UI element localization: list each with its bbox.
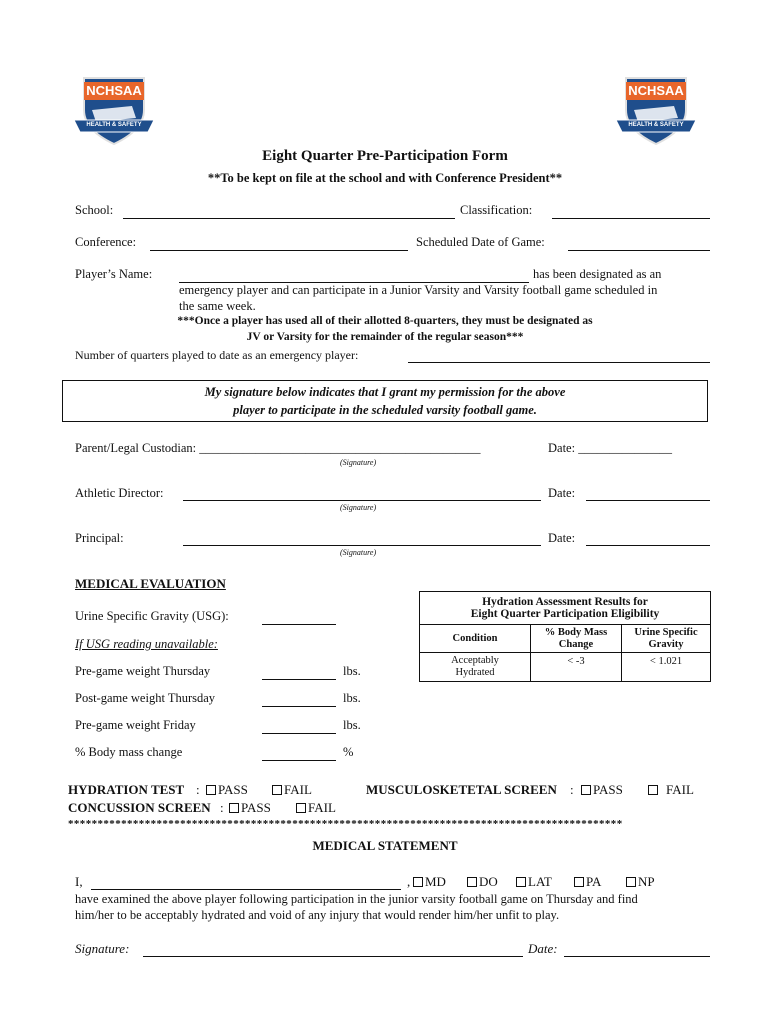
medical-evaluation-heading: MEDICAL EVALUATION <box>75 576 226 591</box>
date-label: Date: <box>528 941 558 956</box>
musculoskeletal-colon: : <box>570 782 574 797</box>
physician-date-field[interactable] <box>564 956 710 957</box>
checkbox-icon[interactable] <box>581 785 591 795</box>
checkbox-icon[interactable] <box>648 785 658 795</box>
row-condition <box>420 653 531 682</box>
credential-lat[interactable] <box>516 874 552 890</box>
hydration-pass-option[interactable] <box>206 782 248 798</box>
athletic-director-signature-field[interactable] <box>183 500 541 501</box>
principal-date-label: Date: <box>548 531 576 545</box>
hydration-test-colon: : <box>196 782 200 797</box>
signature-note: (Signature) <box>340 458 377 467</box>
usg-unavailable-label: If USG reading unavailable: <box>75 637 218 651</box>
logo-text: NCHSAA <box>86 83 142 98</box>
checkbox-icon[interactable] <box>467 877 477 887</box>
separator-stars: ********************************************************************************************** <box>68 818 623 830</box>
logo-banner: HEALTH & SAFETY <box>86 122 142 128</box>
players-name-label: Player’s Name: <box>75 267 153 281</box>
statement-text-2: him/her to be acceptably hydrated and void of any injury that would render him/her unfit to play. <box>75 908 560 922</box>
permission-text-2: player to participate in the scheduled varsity football game. <box>233 403 537 417</box>
nchsaa-logo-right <box>614 74 698 146</box>
hydration-fail-option[interactable] <box>272 782 312 798</box>
nchsaa-logo-left <box>72 74 156 146</box>
body-mass-field[interactable] <box>262 760 336 761</box>
concussion-pass-option[interactable] <box>229 800 271 816</box>
credential-pa[interactable] <box>574 874 601 890</box>
principal-label: Principal: <box>75 531 124 545</box>
scheduled-date-field[interactable] <box>568 250 710 251</box>
fail-label: FAIL <box>666 782 694 797</box>
concussion-fail-option[interactable] <box>296 800 336 816</box>
col-body-mass <box>531 625 622 653</box>
usg-label: Urine Specific Gravity (USG): <box>75 609 229 623</box>
athletic-director-date-field[interactable] <box>586 500 710 501</box>
athletic-director-label: Athletic Director: <box>75 486 164 500</box>
hydration-table-title <box>420 592 711 625</box>
regular-season-note-1: ***Once a player has used all of their allotted 8-quarters, they must be designated as <box>177 315 593 327</box>
statement-text-1: have examined the above player following participation in the junior varsity football game on Thursday and find <box>75 892 638 906</box>
fail-label: FAIL <box>308 800 336 815</box>
permission-text-1: My signature below indicates that I grant my permission for the above <box>204 385 566 399</box>
classification-field[interactable] <box>552 218 710 219</box>
athletic-director-date-label: Date: <box>548 486 576 500</box>
pass-label: PASS <box>218 782 248 797</box>
checkbox-icon[interactable] <box>296 803 306 813</box>
col-body-mass-1: % Body Mass <box>544 626 608 638</box>
quarters-played-field[interactable] <box>408 362 710 363</box>
school-label: School: <box>75 203 114 217</box>
col-usg-2: Gravity <box>648 638 684 650</box>
permission-box <box>62 380 708 422</box>
pass-label: PASS <box>593 782 623 797</box>
pre-thursday-label: Pre-game weight Thursday <box>75 664 211 678</box>
designated-text: has been designated as an <box>533 267 662 281</box>
pre-friday-label: Pre-game weight Friday <box>75 718 196 732</box>
hydration-test-label: HYDRATION TEST <box>68 782 185 797</box>
pre-thursday-field[interactable] <box>262 679 336 680</box>
row-condition-2: Hydrated <box>455 667 495 678</box>
school-field[interactable] <box>123 218 455 219</box>
principal-signature-field[interactable] <box>183 545 541 546</box>
i-label: I, <box>75 874 83 889</box>
credential-md[interactable] <box>413 874 446 890</box>
emergency-text-2: the same week. <box>179 299 256 313</box>
checkbox-icon[interactable] <box>516 877 526 887</box>
hydration-title-2: Eight Quarter Participation Eligibility <box>470 608 660 620</box>
row-usg: < 1.021 <box>622 653 711 682</box>
credential-label: NP <box>638 874 655 889</box>
concussion-screen-label: CONCUSSION SCREEN <box>68 800 211 815</box>
quarters-played-label: Number of quarters played to date as an emergency player: <box>75 348 359 362</box>
credential-label: PA <box>586 874 602 889</box>
musculoskeletal-fail-option[interactable] <box>648 782 694 798</box>
pre-friday-field[interactable] <box>262 733 336 734</box>
fail-label: FAIL <box>284 782 312 797</box>
logo-text: NCHSAA <box>628 83 684 98</box>
credential-np[interactable] <box>626 874 655 890</box>
col-usg-1: Urine Specific <box>634 626 698 638</box>
comma: , <box>407 874 411 889</box>
checkbox-icon[interactable] <box>626 877 636 887</box>
hydration-title-1: Hydration Assessment Results for <box>482 596 648 608</box>
checkbox-icon[interactable] <box>574 877 584 887</box>
musculoskeletal-pass-option[interactable] <box>581 782 623 798</box>
scheduled-date-label: Scheduled Date of Game: <box>416 235 545 249</box>
credential-label: MD <box>425 874 446 889</box>
row-body-mass: < -3 <box>531 653 622 682</box>
col-body-mass-2: Change <box>558 638 594 650</box>
signature-label: Signature: <box>75 941 130 956</box>
emergency-text-1: emergency player and can participate in a Junior Varsity and Varsity football game scheduled in <box>179 283 658 297</box>
checkbox-icon[interactable] <box>272 785 282 795</box>
form-subtitle: **To be kept on file at the school and with Conference President** <box>207 171 563 185</box>
conference-label: Conference: <box>75 235 137 249</box>
checkbox-icon[interactable] <box>413 877 423 887</box>
credential-label: DO <box>479 874 498 889</box>
classification-label: Classification: <box>460 203 533 217</box>
signature-note: (Signature) <box>340 503 377 512</box>
percent-unit: % <box>343 745 354 759</box>
lbs-unit: lbs. <box>343 664 361 678</box>
checkbox-icon[interactable] <box>229 803 239 813</box>
lbs-unit: lbs. <box>343 718 361 732</box>
principal-date-field[interactable] <box>586 545 710 546</box>
credential-do[interactable] <box>467 874 498 890</box>
parent-date-line[interactable]: Date: _______________ <box>548 441 672 455</box>
col-usg <box>622 625 711 653</box>
post-thursday-field[interactable] <box>262 706 336 707</box>
musculoskeletal-label: MUSCULOSKETETAL SCREEN <box>366 782 557 797</box>
col-condition: Condition <box>420 625 531 653</box>
lbs-unit: lbs. <box>343 691 361 705</box>
post-thursday-label: Post-game weight Thursday <box>75 691 216 705</box>
pass-label: PASS <box>241 800 271 815</box>
usg-field[interactable] <box>262 624 336 625</box>
physician-name-field[interactable] <box>91 889 401 890</box>
concussion-colon: : <box>220 800 224 815</box>
form-title: Eight Quarter Pre-Participation Form <box>262 148 508 164</box>
credential-label: LAT <box>528 874 552 889</box>
conference-field[interactable] <box>150 250 408 251</box>
hydration-table <box>419 591 711 682</box>
body-mass-label: % Body mass change <box>75 745 183 759</box>
logo-banner: HEALTH & SAFETY <box>628 122 684 128</box>
signature-note: (Signature) <box>340 548 377 557</box>
regular-season-note-2: JV or Varsity for the remainder of the regular season*** <box>246 331 524 343</box>
medical-statement-heading: MEDICAL STATEMENT <box>312 838 458 853</box>
checkbox-icon[interactable] <box>206 785 216 795</box>
parent-signature-line[interactable]: Parent/Legal Custodian: _____________________________________________ <box>75 441 481 455</box>
physician-signature-field[interactable] <box>143 956 523 957</box>
row-condition-1: Acceptably <box>451 655 499 666</box>
